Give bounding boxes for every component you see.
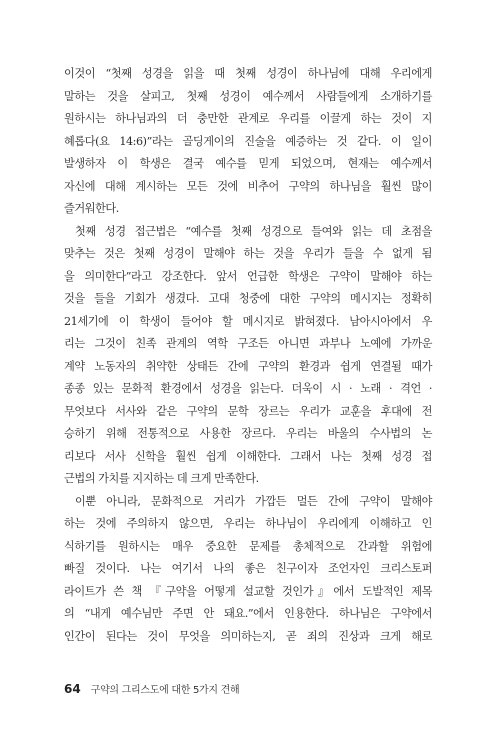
text-line: 말하는 것을 살피고, 첫째 성경이 예수께서 사람들에게 소개하기를 [64,89,432,103]
text-line: 의 “내게 예수님만 주면 안 돼요.”에서 인용한다. 하나님은 구약에서 [64,607,432,620]
text-line-paragraph-end: 근법의 가치를 지지하는 데 크게 만족한다. [64,472,259,485]
text-line: 빠질 것이다. 나는 여기서 나의 좋은 친구이자 조언자인 크리스토퍼 [64,562,432,575]
text-line: 종종 있는 문화적 환경에서 성경을 읽는다. 더욱이 시 · 노래 · 격언 · [64,382,432,395]
text-line: 맞추는 것은 첫째 성경이 말해야 하는 것을 우리가 들을 수 없게 됨 [64,247,432,260]
text-line-paragraph-end: 즐거워한다. [64,202,119,215]
text-line: 자신에 대해 계시하는 모든 것에 비추어 구약의 하나님을 훨씬 많이 [64,179,432,193]
running-title: 구약의 그리스도에 대한 5가지 견해 [90,685,240,696]
text-line: 계약 노동자의 취약한 상태든 간에 구약의 환경과 쉽게 연결될 때가 [64,359,432,373]
page-footer [64,681,239,697]
text-line: 식하기를 원하시는 매우 중요한 문제를 총체적으로 간과할 위험에 [64,539,432,553]
text-line: 인간이 된다는 것이 무엇을 의미하는지, 곧 죄의 진상과 크게 해로 [64,629,432,643]
text-line: 원하시는 하나님과의 더 충만한 관계로 우리를 이끌게 하는 것이 지 [64,112,432,125]
text-line: 하는 것에 주의하지 않으면, 우리는 하나님이 우리에게 이해하고 인 [64,517,432,530]
text-line: 리는 그것이 친족 관계의 역학 구조든 아니면 과부나 노예에 가까운 [64,337,432,350]
text-line: 승하기 위해 전통적으로 사용한 장르다. 우리는 바울의 수사법의 논 [64,427,432,440]
page-number: 64 [64,682,81,696]
body-text [64,63,432,648]
text-line: 21세기에 이 학생이 들어야 할 메시지로 밝혀졌다. 남아시아에서 우 [64,314,432,328]
text-line: 무엇보다 서사와 같은 구약의 문학 장르는 우리가 교훈을 후대에 전 [64,404,432,418]
text-line: 이것이 “첫째 성경을 읽을 때 첫째 성경이 하나님에 대해 우리에게 [64,67,432,80]
text-line: 발생하자 이 학생은 결국 예수를 믿게 되었으며, 현재는 예수께서 [64,157,432,170]
text-line-paragraph-start: 이뿐 아니라, 문화적으로 거리가 가깝든 멀든 간에 구약이 말해야 [75,494,432,508]
text-line: 라이트가 쓴 책 『구약을 어떻게 설교할 것인가』에서 도발적인 제목 [64,584,432,598]
text-line: 것을 들을 기회가 생겼다. 고대 청중에 대한 구약의 메시지는 정확히 [64,292,432,305]
text-line-paragraph-start: 첫째 성경 접근법은 “예수를 첫째 성경으로 들여와 읽는 데 초점을 [75,224,432,238]
text-line: 을 의미한다”라고 강조한다. 앞서 언급한 학생은 구약이 말해야 하는 [64,269,432,283]
text-line: 리보다 서사 신학을 훨씬 쉽게 이해한다. 그래서 나는 첫째 성경 접 [64,449,432,463]
text-line: 혜롭다(요 14:6)”라는 골딩게이의 진술을 예증하는 것 같다. 이 일이 [64,134,432,148]
